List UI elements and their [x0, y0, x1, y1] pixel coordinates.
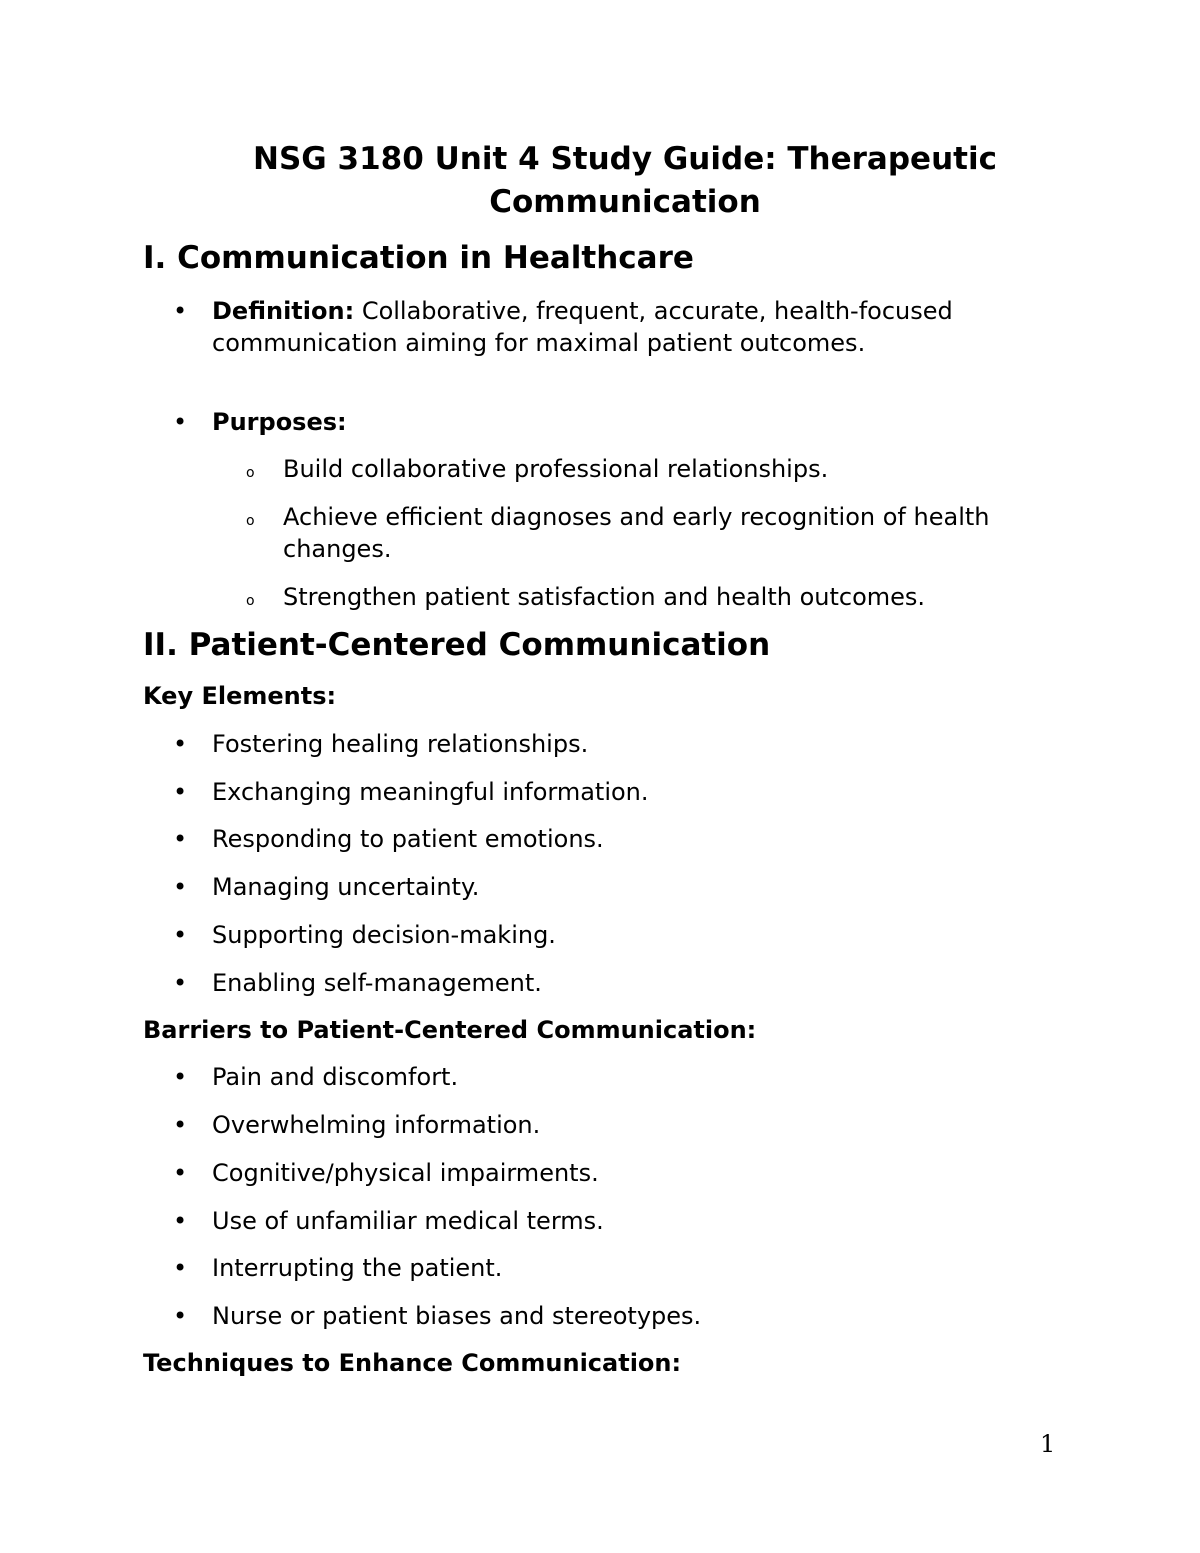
bullet-marker: • — [173, 969, 188, 997]
techniques-heading: Techniques to Enhance Communication: — [143, 1349, 682, 1377]
key-element-item: Responding to patient emotions. — [212, 825, 604, 853]
page-number: 1 — [1040, 1430, 1056, 1458]
bullet-marker: • — [173, 1302, 188, 1330]
section-heading-patient-centered-communication: II. Patient-Centered Communication — [143, 627, 771, 663]
key-elements-heading: Key Elements: — [143, 682, 337, 710]
bullet-marker: • — [173, 778, 188, 806]
barrier-item: Interrupting the patient. — [212, 1254, 503, 1282]
bullet-marker: • — [173, 297, 188, 325]
sub-bullet-marker: o — [246, 593, 255, 609]
definition-text: Collaborative, frequent, accurate, health-focused communication aiming for maximal patient outcomes. — [212, 297, 953, 357]
barrier-item: Overwhelming information. — [212, 1111, 541, 1139]
barriers-heading: Barriers to Patient-Centered Communication: — [143, 1016, 757, 1044]
bullet-marker: • — [173, 1111, 188, 1139]
barrier-item: Nurse or patient biases and stereotypes. — [212, 1302, 702, 1330]
bullet-marker: • — [173, 921, 188, 949]
bullet-marker: • — [173, 1254, 188, 1282]
definition-label: Definition: — [212, 297, 355, 325]
section-heading-communication-in-healthcare: I. Communication in Healthcare — [143, 240, 694, 276]
bullet-marker: • — [173, 408, 188, 436]
sub-bullet-marker: o — [246, 513, 255, 529]
purposes-label: Purposes: — [212, 408, 347, 436]
barrier-item: Pain and discomfort. — [212, 1063, 459, 1091]
key-element-item: Enabling self-management. — [212, 969, 542, 997]
purpose-item: Strengthen patient satisfaction and health outcomes. — [283, 583, 926, 611]
bullet-marker: • — [173, 1159, 188, 1187]
sub-bullet-marker: o — [246, 465, 255, 481]
key-element-item: Exchanging meaningful information. — [212, 778, 649, 806]
barrier-item: Cognitive/physical impairments. — [212, 1159, 599, 1187]
bullet-marker: • — [173, 1207, 188, 1235]
key-element-item: Fostering healing relationships. — [212, 730, 589, 758]
bullet-marker: • — [173, 1063, 188, 1091]
barrier-item: Use of unfamiliar medical terms. — [212, 1207, 604, 1235]
page-title: NSG 3180 Unit 4 Study Guide: Therapeutic Communication — [253, 141, 997, 220]
bullet-marker: • — [173, 730, 188, 758]
key-element-item: Managing uncertainty. — [212, 873, 480, 901]
bullet-marker: • — [173, 873, 188, 901]
bullet-marker: • — [173, 825, 188, 853]
definition-item — [212, 295, 992, 359]
purpose-item: Achieve efficient diagnoses and early recognition of health changes. — [283, 503, 990, 563]
purpose-item: Build collaborative professional relationships. — [283, 455, 829, 483]
key-element-item: Supporting decision-making. — [212, 921, 556, 949]
